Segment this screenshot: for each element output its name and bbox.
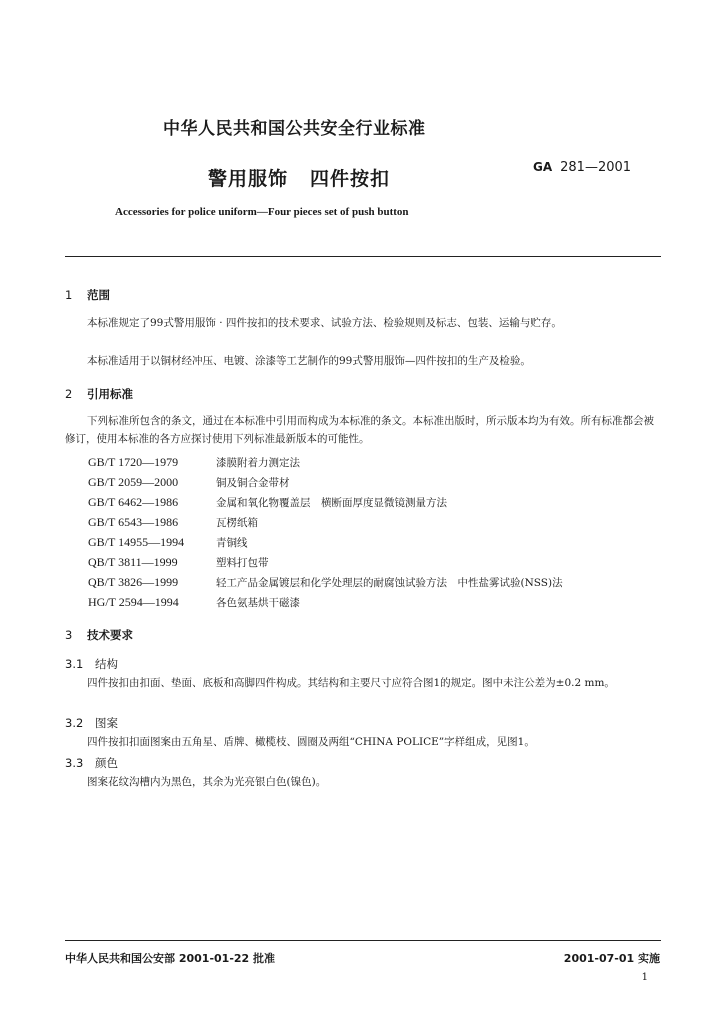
reference-item [88,595,300,610]
approval-note: 中华人民共和国公安部 2001-01-22 批准 [65,952,276,965]
subsection-3-2-heading [65,715,118,731]
subsection-3-2-paragraph [65,733,661,751]
footer-divider [65,940,661,941]
reference-code: GB/T 6462—1986 [88,495,179,509]
issuing-organization: 中华人民共和国公共安全行业标准 [163,119,426,139]
reference-name: 漆膜附着力测定法 [216,457,300,469]
subsection-3-3-paragraph [65,773,661,791]
reference-name: 金属和氧化物覆盖层 横断面厚度显微镜测量方法 [216,497,447,509]
standard-code-prefix: GA [533,160,553,174]
section-1-paragraph-2-text: 本标准适用于以铜材经冲压、电镀、涂漆等工艺制作的99式警用服饰—四件按扣的生产及检验。 [87,355,531,367]
reference-name: 各色氨基烘干磁漆 [216,597,300,609]
section-3-title: 技术要求 [87,628,133,642]
reference-code: HG/T 2594—1994 [88,595,179,609]
section-1-title: 范围 [87,288,110,302]
subsection-3-1-heading [65,656,118,672]
reference-item [88,515,258,530]
section-1-paragraph-2 [65,352,661,370]
header-divider [65,256,661,257]
reference-item [88,475,290,490]
subsection-3-3-title: 颜色 [95,756,118,770]
reference-code: GB/T 1720—1979 [88,455,179,469]
subsection-3-3-heading [65,755,118,771]
reference-code: QB/T 3826—1999 [88,575,179,589]
section-3-number: 3 [65,628,73,642]
title-part-1: 警用服饰 [208,168,289,190]
reference-code: QB/T 3811—1999 [88,555,178,569]
section-3-heading [65,627,133,643]
reference-code: GB/T 14955—1994 [88,535,185,549]
reference-item [88,555,269,570]
subsection-3-1-paragraph [65,674,661,692]
subsection-3-2-number: 3.2 [65,716,84,730]
section-2-number: 2 [65,387,73,401]
subsection-3-1-number: 3.1 [65,657,84,671]
title-part-2: 四件按扣 [310,168,391,190]
subsection-3-3-number: 3.3 [65,756,84,770]
document-title [208,164,390,191]
page-number: 1 [641,972,648,983]
reference-code: GB/T 6543—1986 [88,515,179,529]
section-1-heading [65,287,110,303]
subsection-3-3-text: 图案花纹沟槽内为黑色，其余为光亮银白色(镍色)。 [87,776,327,788]
subsection-3-2-title: 图案 [95,716,118,730]
reference-name: 轻工产品金属镀层和化学处理层的耐腐蚀试验方法 中性盐雾试验(NSS)法 [216,577,563,589]
subsection-3-2-text: 四件按扣扣面图案由五角星、盾牌、橄榄枝、圆圈及两组“CHINA POLICE”字样组成，见图1。 [87,736,535,748]
english-title: Accessories for police uniform—Four pieces set of push button [115,206,409,218]
reference-name: 青铜线 [216,537,248,549]
section-1-number: 1 [65,288,73,302]
reference-code: GB/T 2059—2000 [88,475,179,489]
section-2-paragraph-1 [65,412,661,448]
standard-code [533,160,631,175]
reference-item [88,575,563,590]
standard-code-number: 281—2001 [560,160,632,175]
reference-item [88,535,248,550]
section-2-title: 引用标准 [87,387,133,401]
subsection-3-1-text: 四件按扣由扣面、垫面、底板和高脚四件构成。其结构和主要尺寸应符合图1的规定。图中未注公差为±0.2 mm。 [87,677,615,689]
reference-name: 塑料打包带 [216,557,269,569]
reference-item [88,495,447,510]
reference-name: 铜及铜合金带材 [216,477,290,489]
implementation-date: 2001-07-01 实施 [563,952,660,965]
section-2-heading [65,386,133,402]
section-1-paragraph-1-text: 本标准规定了99式警用服饰 · 四件按扣的技术要求、试验方法、检验规则及标志、包装、运输与贮存。 [87,317,562,329]
section-2-paragraph-1-text: 下列标准所包含的条文，通过在本标准中引用而构成为本标准的条文。本标准出版时，所示版本均为有效。所有标准都会被修订，使用本标准的各方应探讨使用下列标准最新版本的可能性。 [65,415,654,445]
section-1-paragraph-1 [65,314,661,332]
subsection-3-1-title: 结构 [95,657,118,671]
reference-item [88,455,300,470]
reference-name: 瓦楞纸箱 [216,517,258,529]
